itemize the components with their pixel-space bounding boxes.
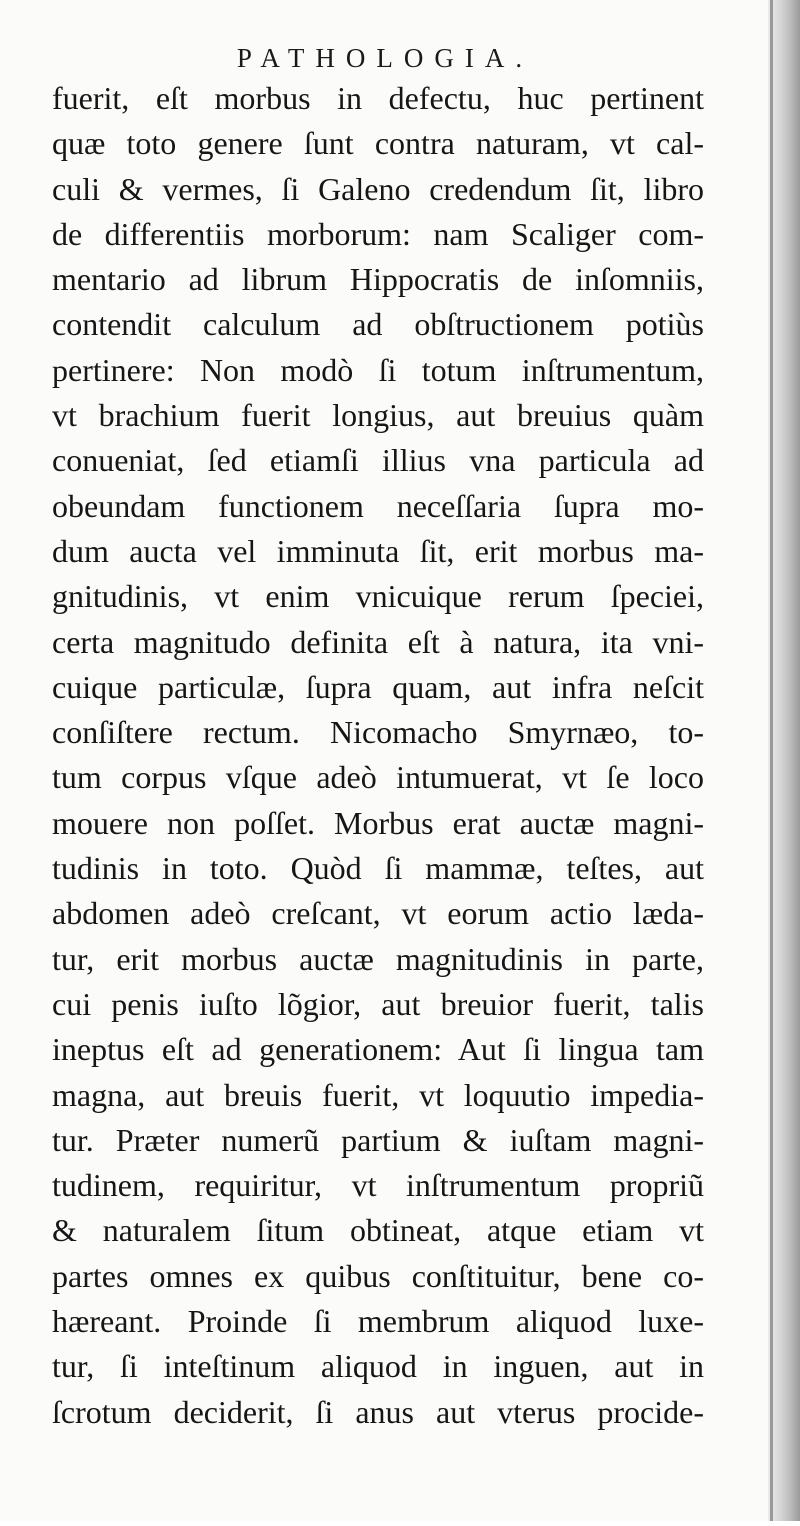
text-line: partes omnes ex quibus conſtituitur, bene co-	[52, 1257, 704, 1294]
text-line: obeundam functionem neceſſaria ſupra mo-	[52, 487, 704, 524]
text-line: fuerit, eſt morbus in defectu, huc pertinent	[52, 80, 704, 116]
text-line: tur, ſi inteſtinum aliquod in inguen, aut in	[52, 1348, 704, 1385]
text-line: tur, erit morbus auctæ magnitudinis in parte,	[52, 940, 704, 977]
text-line: & naturalem ſitum obtineat, atque etiam vt	[52, 1212, 704, 1249]
text-line: tudinis in toto. Quòd ſi mammæ, teſtes, aut	[52, 850, 704, 887]
text-line: hæreant. Proinde ſi membrum aliquod luxe-	[52, 1303, 704, 1340]
body-text	[52, 76, 704, 1526]
text-line: vt brachium fuerit longius, aut breuius quàm	[52, 397, 704, 434]
text-line: quæ toto genere ſunt contra naturam, vt cal-	[52, 125, 704, 162]
bottom-margin	[0, 1440, 768, 1521]
gutter-edge	[770, 0, 773, 1521]
text-line: certa magnitudo definita eſt à natura, ita vni-	[52, 623, 704, 660]
text-line: tum corpus vſque adeò intumuerat, vt ſe loco	[52, 759, 704, 796]
text-line: contendit calculum ad obſtructionem potiùs	[52, 306, 704, 343]
text-line: cuique particulæ, ſupra quam, aut infra neſcit	[52, 668, 704, 705]
text-line: conſiſtere rectum. Nicomacho Smyrnæo, to-	[52, 714, 704, 751]
text-line: pertinere: Non modò ſi totum inſtrumentum,	[52, 351, 704, 388]
text-line: cui penis iuſto lõgior, aut breuior fuerit, talis	[52, 985, 704, 1022]
text-line: dum aucta vel imminuta ſit, erit morbus ma-	[52, 532, 704, 569]
text-line: gnitudinis, vt enim vnicuique rerum ſpeciei,	[52, 578, 704, 615]
text-line: tur. Præter numerũ partium & iuſtam magni-	[52, 1121, 704, 1158]
text-line: tudinem, requiritur, vt inſtrumentum propriũ	[52, 1167, 704, 1204]
text-line: mentario ad librum Hippocratis de inſomniis,	[52, 261, 704, 298]
text-line: ſcrotum deciderit, ſi anus aut vterus procide-	[52, 1393, 704, 1430]
text-line: conueniat, ſed etiamſi illius vna particula ad	[52, 442, 704, 479]
text-line: mouere non poſſet. Morbus erat auctæ magni-	[52, 804, 704, 841]
text-line: de differentiis morborum: nam Scaliger com-	[52, 215, 704, 252]
text-line: ineptus eſt ad generationem: Aut ſi lingua tam	[52, 1031, 704, 1068]
text-line: magna, aut breuis fuerit, vt loquutio impedia-	[52, 1076, 704, 1113]
text-line: abdomen adeò creſcant, vt eorum actio læda-	[52, 895, 704, 932]
running-head: PATHOLOGIA.	[236, 43, 534, 73]
text-line: culi & vermes, ſi Galeno credendum ſit, libro	[52, 170, 704, 207]
